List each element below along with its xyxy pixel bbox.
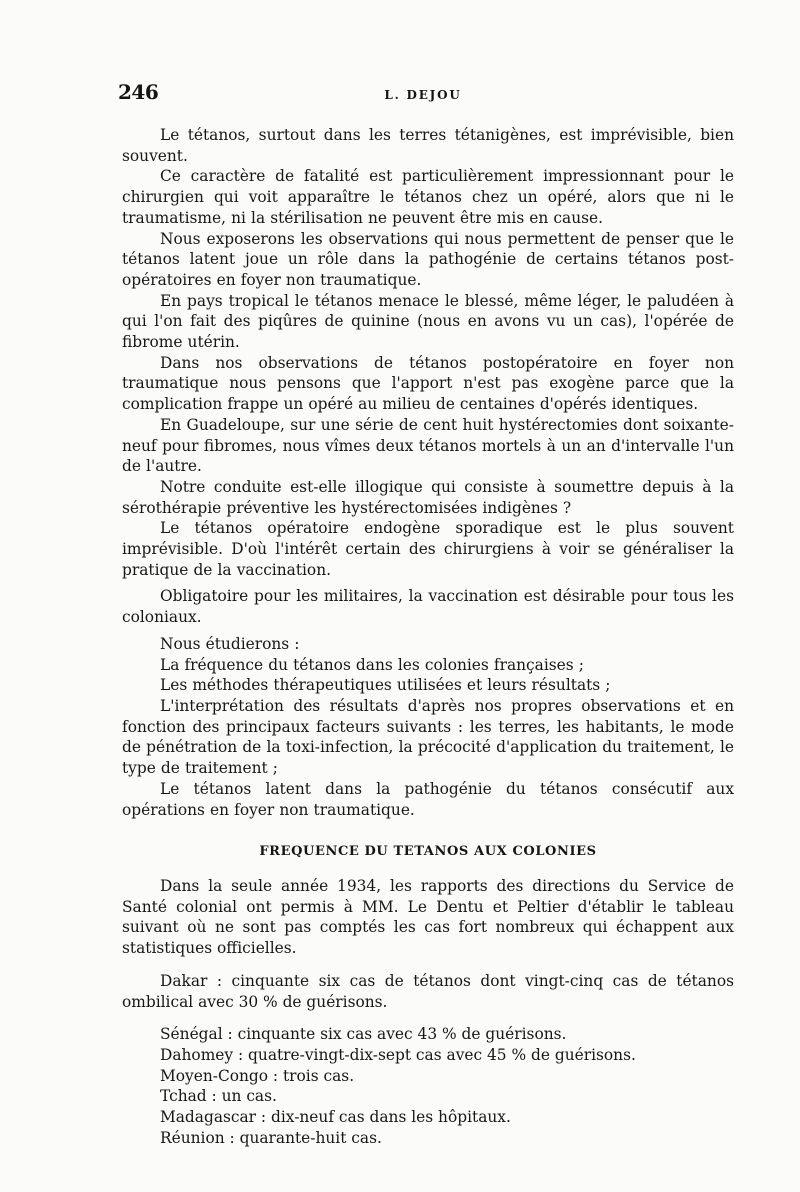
paragraph-13: L'interprétation des résultats d'après nos propres observations et en fonction des principaux facteurs suivants : les terres, les habitants, le mode de pénétration de la toxi-infection, la précocité d'application du traitement, le type de traitement ; <box>122 696 734 778</box>
paragraph-3: Nous exposerons les observations qui nous permettent de penser que le tétanos latent joue un rôle dans la pathogénie de certains tétanos post-opératoires en foyer non traumatique. <box>122 229 734 289</box>
paragraph-5: Dans nos observations de tétanos postopératoire en foyer non traumatique nous pensons que l'apport n'est pas exogène parce que la complication frappe un opéré au milieu de centaines d'opérés identiques. <box>122 353 734 414</box>
paragraph-6: En Guadeloupe, sur une série de cent huit hystérectomies dont soixante-neuf pour fibromes, nous vîmes deux tétanos mortels à un an d'intervalle l'un de l'autre. <box>122 415 734 476</box>
paragraph-14: Le tétanos latent dans la pathogénie du tétanos consécutif aux opérations en foyer non traumatique. <box>122 779 734 819</box>
dakar-paragraph: Dakar : cinquante six cas de tétanos dont vingt-cinq cas de tétanos ombilical avec 30 % de guérisons. <box>122 971 734 1011</box>
section-heading: FREQUENCE DU TETANOS AUX COLONIES <box>259 844 597 859</box>
list-item: Sénégal : cinquante six cas avec 43 % de guérisons. <box>160 1025 567 1044</box>
page-number: 246 <box>118 80 159 104</box>
paragraph-4: En pays tropical le tétanos menace le blessé, même léger, le paludéen à qui l'on fait des piqûres de quinine (nous en avons vu un cas), l'opérée de fibrome utérin. <box>122 291 734 352</box>
running-head: L. DEJOU <box>384 88 462 102</box>
paragraph-10: Nous étudierons : <box>160 634 300 653</box>
section-intro: Dans la seule année 1934, les rapports des directions du Service de Santé colonial ont permis à MM. Le Dentu et Peltier d'établir le tableau suivant où ne sont pas comptés les cas fort nombreux qui échappent aux statistiques officielles. <box>122 877 734 958</box>
paragraph-12: Les méthodes thérapeutiques utilisées et leurs résultats ; <box>160 676 611 695</box>
paragraph-2: Ce caractère de fatalité est particulièrement impressionnant pour le chirurgien qui voit apparaître le tétanos chez un opéré, alors que ni le traumatisme, ni la stérilisation ne peuvent être mis en cause. <box>122 167 734 227</box>
paragraph-8: Le tétanos opératoire endogène sporadique est le plus souvent imprévisible. D'où l'intérêt certain des chirurgiens à voir se généraliser la pratique de la vaccination. <box>122 519 734 579</box>
list-item: Moyen-Congo : trois cas. <box>160 1066 355 1085</box>
list-item: Madagascar : dix-neuf cas dans les hôpitaux. <box>160 1108 511 1127</box>
paragraph-9: Obligatoire pour les militaires, la vaccination est désirable pour tous les coloniaux. <box>122 587 734 627</box>
page-header <box>118 80 728 106</box>
paragraph-1: Le tétanos, surtout dans les terres tétanigènes, est imprévisible, bien souvent. <box>122 126 734 165</box>
section-body <box>122 876 734 1148</box>
list-item: Tchad : un cas. <box>160 1087 277 1106</box>
list-item: Réunion : quarante-huit cas. <box>160 1128 382 1147</box>
paragraph-11: La fréquence du tétanos dans les colonies françaises ; <box>160 655 584 674</box>
list-item: Dahomey : quatre-vingt-dix-sept cas avec 45 % de guérisons. <box>160 1045 636 1064</box>
body-text <box>122 125 734 820</box>
paragraph-7: Notre conduite est-elle illogique qui consiste à soumettre depuis à la sérothérapie préventive les hystérectomisées indigènes ? <box>122 477 734 517</box>
